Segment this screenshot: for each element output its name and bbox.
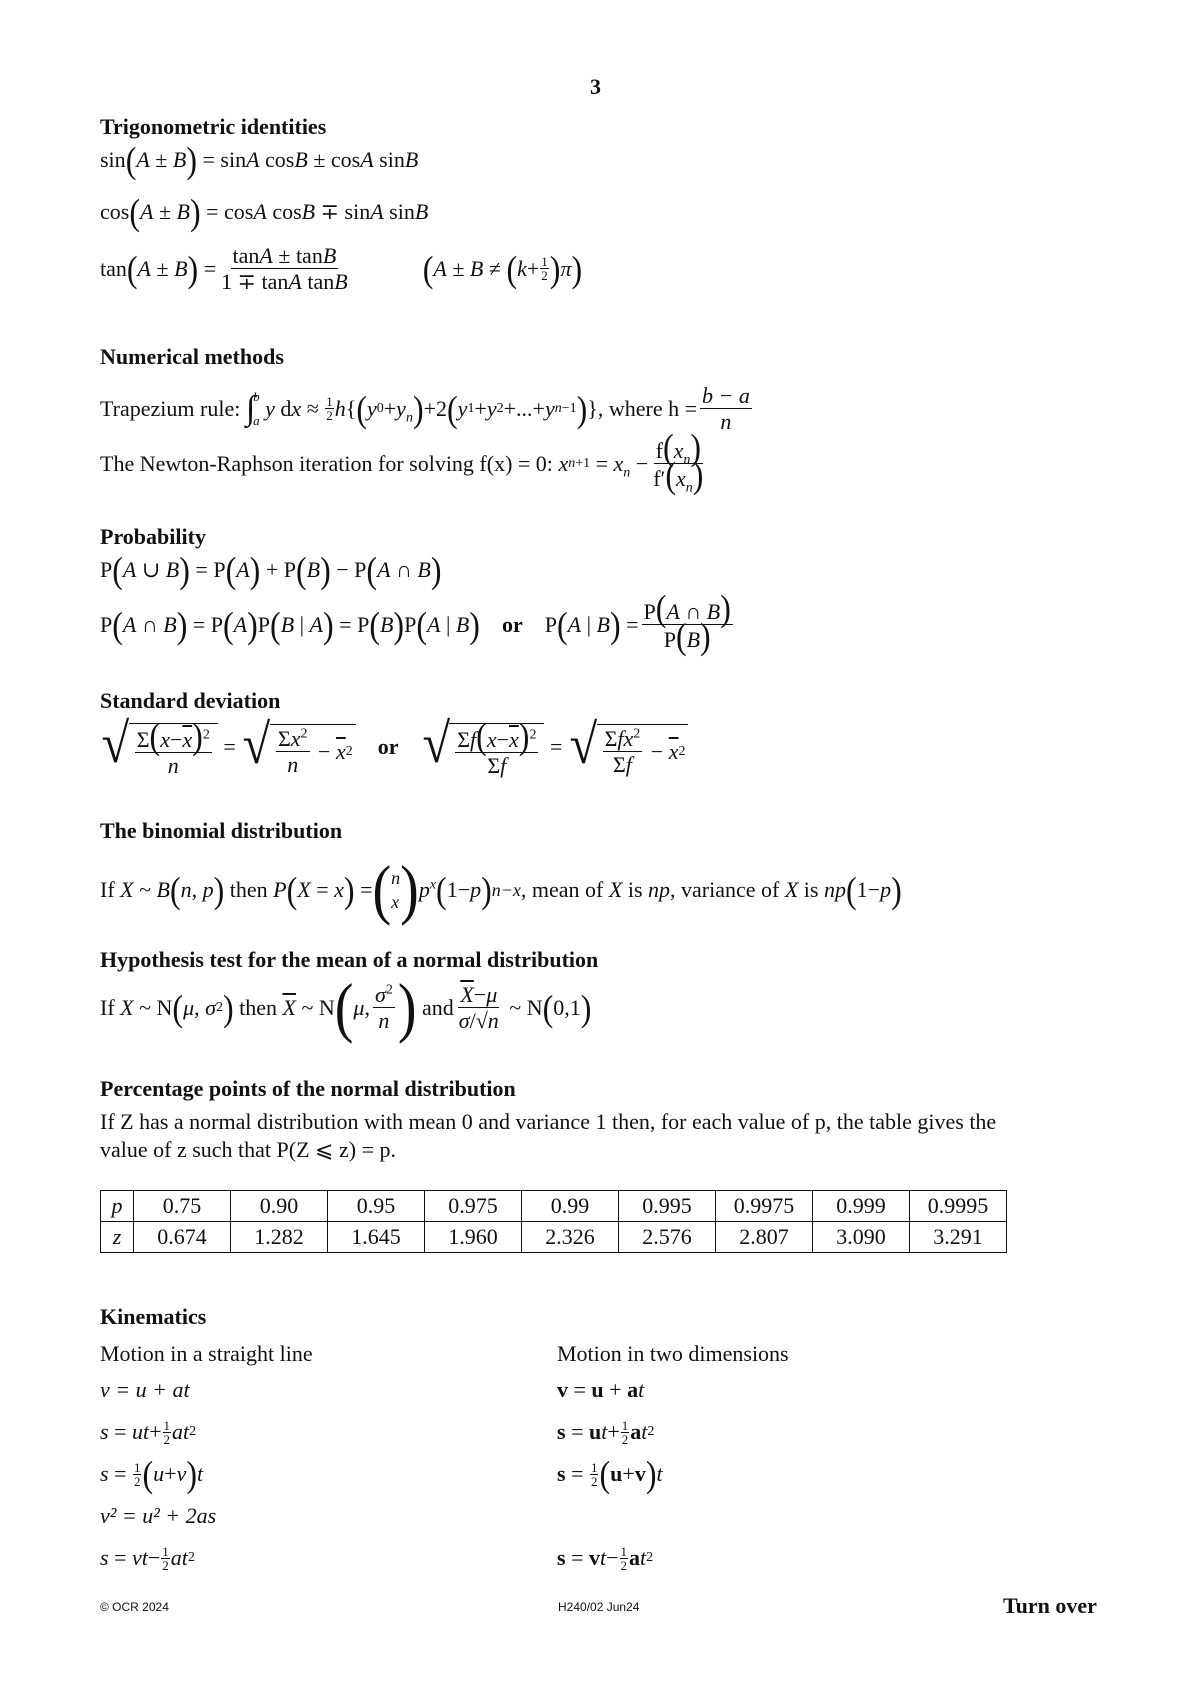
newton-fraction: $\frac{f(x_n)}{f'(x_n)}$ <box>653 426 704 496</box>
table-cell: 0.674 <box>134 1222 231 1253</box>
binomial-formula: If X ~ B ( n , p ) then P ( X = x ) = ( n x ) $p^x$ ( 1− p ) n−x , mean of X is np , variance of X is np ( 1− p ) <box>100 852 902 928</box>
percentage-heading: Percentage points of the normal distribution <box>100 1076 516 1101</box>
table-cell: 0.9995 <box>910 1191 1007 1222</box>
vector-eq-3: s = $\frac{1}{2}$ ( u + v ) t <box>557 1453 663 1495</box>
table-cell: 0.995 <box>619 1191 716 1222</box>
table-cell: 2.576 <box>619 1222 716 1253</box>
probability-section <box>100 524 1100 657</box>
table-cell: 0.95 <box>328 1191 425 1222</box>
turn-over: Turn over <box>1003 1593 1097 1618</box>
table-cell: 1.282 <box>231 1222 328 1253</box>
suvat-eq-3: s = $\frac{1}{2}$ ( u + v ) t <box>100 1453 204 1495</box>
numerical-section <box>100 344 1100 496</box>
footer-copyright: © OCR 2024 <box>100 1600 169 1614</box>
stddev-heading: Standard deviation <box>100 688 281 713</box>
table-cell: 3.291 <box>910 1222 1007 1253</box>
row-label-p: p <box>101 1191 134 1222</box>
table-cell: 0.99 <box>522 1191 619 1222</box>
kinematics-two-dimensions <box>557 1340 997 1572</box>
suvat-eq-2: s = ut + $\frac{1}{2}$ at 2 <box>100 1417 197 1447</box>
table-row-p <box>101 1191 1007 1222</box>
prob-or: or <box>501 611 523 637</box>
newton-label: The Newton-Raphson iteration for solving f(x) = 0: <box>100 450 553 476</box>
vector-eq-2: s = u t + $\frac{1}{2}$ a t 2 <box>557 1417 655 1447</box>
table-cell: 3.090 <box>813 1222 910 1253</box>
percentage-section <box>100 1076 1100 1164</box>
kinematics-section <box>100 1304 1100 1330</box>
table-cell: 0.9975 <box>716 1191 813 1222</box>
percentage-table <box>100 1190 1007 1253</box>
table-cell: 1.960 <box>425 1222 522 1253</box>
table-cell: 1.645 <box>328 1222 425 1253</box>
binomial-heading: The binomial distribution <box>100 818 343 843</box>
trap-h-fraction: $\frac{b - a}{n}$ <box>702 383 750 435</box>
straight-line-title: Motion in a straight line <box>100 1341 313 1366</box>
trig-section <box>100 114 1100 293</box>
cos-identity: cos ( A ± B ) = cos A cos B ∓ sin A sin B <box>100 191 429 233</box>
percentage-text-1: If Z has a normal distribution with mean 0 and variance 1 then, for each value of p, the table gives the <box>100 1109 997 1134</box>
suvat-eq-4: v² = u² + 2as <box>100 1503 217 1528</box>
kinematics-straight-line <box>100 1340 540 1572</box>
tan-identity: tan ( A ± B ) = $\frac{\tan A \pm \tan B}{\text{1 ∓ tanA tanB}}$ ( A ± B ≠ ( k + $\frac{1}{2}$ ) π ) <box>100 243 583 295</box>
hypothesis-formula: If X ~ N ( μ , σ 2 ) then $\overline{X}$ ~ N ( μ , $\frac{\sigma^2}{n}$ ) and $\frac{\overline{X}-\mu}{\sigma/√n}$ ~ N ( 0,1 ) <box>100 970 592 1045</box>
numerical-heading: Numerical methods <box>100 344 284 369</box>
intersection-formula: P ( A ∩ B ) = P ( A ) P ( B | A ) = P ( B ) P ( A | B ) or P ( A | B ) = $\frac{P(A \cap B)}{P(B)}$ <box>100 587 731 657</box>
probability-heading: Probability <box>100 524 206 549</box>
two-dimensions-title: Motion in two dimensions <box>557 1341 789 1366</box>
cond-prob-fraction: $\frac{P(A \cap B)}{P(B)}$ <box>643 587 731 657</box>
table-row-z <box>101 1222 1007 1253</box>
table-cell: 2.326 <box>522 1222 619 1253</box>
kinematics-heading: Kinematics <box>100 1304 207 1329</box>
stddev-formula: √ $\frac{\Sigma(x-\overline{x})^2}{n}$ = √ $\frac{\Sigma x^2}{n}$ − $\overline{x}$ 2 or √ $\frac{\Sigma f(x-\overline{x})^2}{\Sigma f}$ = √ $\frac{\Sigma fx^2}{\Sigma f}$ − $\overline{x}$ 2 <box>100 716 1100 777</box>
percentage-text-2: value of z such that P(Z ⩽ z) = p. <box>100 1137 396 1162</box>
stddev-or: or <box>377 733 399 759</box>
table-cell: 0.999 <box>813 1191 910 1222</box>
trap-label: Trapezium rule: <box>100 395 241 421</box>
hypothesis-section <box>100 947 1100 1045</box>
trap-where: , where h = <box>597 395 697 421</box>
suvat-eq-5: s = vt − $\frac{1}{2}$ at 2 <box>100 1543 195 1573</box>
vector-eq-5: s = v t − $\frac{1}{2}$ a t 2 <box>557 1543 654 1573</box>
row-label-z: z <box>101 1222 134 1253</box>
stddev-section <box>100 688 1100 777</box>
page-number: 3 <box>590 74 601 99</box>
table-cell: 0.90 <box>231 1191 328 1222</box>
vector-eq-1: v = u + a t <box>557 1377 645 1402</box>
hypothesis-heading: Hypothesis test for the mean of a normal distribution <box>100 947 599 972</box>
table-cell: 0.975 <box>425 1191 522 1222</box>
footer-paper-code: H240/02 Jun24 <box>558 1600 640 1614</box>
trig-heading: Trigonometric identities <box>100 114 327 139</box>
suvat-eq-1: v = u + at <box>100 1377 190 1402</box>
table-cell: 0.75 <box>134 1191 231 1222</box>
trapezium-rule: Trapezium rule: ∫ b a y d x ≈ $\frac{1}{2}$ h { ( y 0 + $y_n$ ) +2 ( y 1 + y 2 +...+ y n−1 ) } , where h = $\frac{b - a}{n}$ <box>100 383 750 435</box>
table-cell: 2.807 <box>716 1222 813 1253</box>
sin-identity: sin ( A ± B ) = sin A cos B ± cos A sin B <box>100 139 419 181</box>
binomial-section <box>100 818 1100 928</box>
tan-fraction: $\frac{\tan A \pm \tan B}{\text{1 ∓ tanA tanB}}$ <box>221 243 348 295</box>
newton-raphson: The Newton-Raphson iteration for solving f(x) = 0: x n+1 = $x_n$ − $\frac{f(x_n)}{f'(x_n)}$ <box>100 426 704 496</box>
union-formula: P ( A ∪ B ) = P ( A ) + P ( B ) − P ( A ∩ B ) <box>100 549 442 591</box>
